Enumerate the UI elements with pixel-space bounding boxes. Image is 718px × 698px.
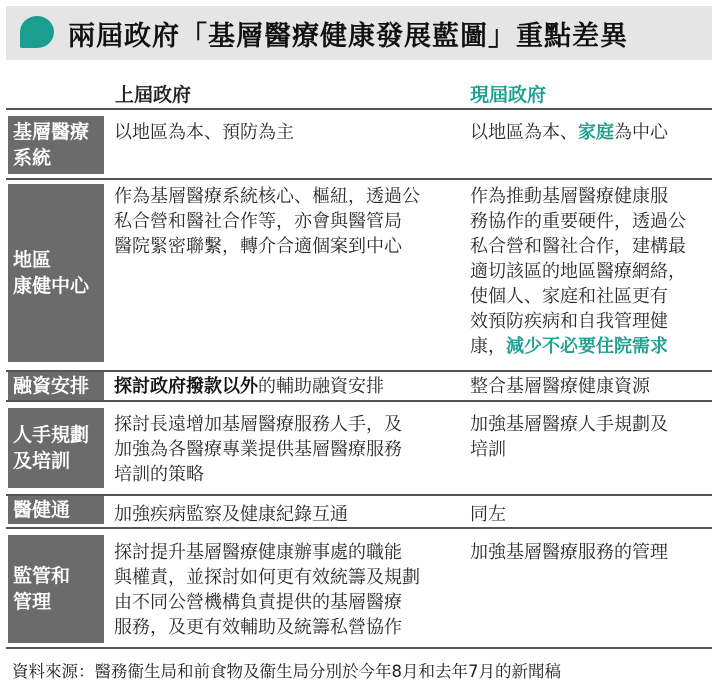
cell-text: 的輔助融資安排 — [258, 376, 384, 397]
cell-line — [114, 540, 420, 565]
cell-line — [470, 234, 686, 259]
row-label — [8, 535, 104, 643]
page-title: 兩屆政府「基層醫療健康發展藍圖」重點差異 — [68, 21, 628, 52]
cell-text: 私合營和醫社合作等，亦會與醫管局 — [114, 211, 402, 232]
cell-text: 康， — [470, 336, 506, 357]
cell-line — [470, 209, 686, 234]
cell-text: 為中心 — [614, 122, 668, 143]
column-header-previous: 上屆政府 — [115, 84, 192, 106]
row-label — [8, 496, 104, 524]
row-label-text: 及培訓 — [13, 450, 71, 472]
row-label-text: 融資安排 — [13, 375, 90, 397]
row-label-text: 管理 — [13, 591, 52, 613]
cell-line — [470, 334, 686, 359]
row-divider — [6, 370, 712, 372]
cell-text: 加強為各醫療專業提供基層醫療服務 — [114, 439, 402, 460]
cell-line — [114, 502, 348, 527]
cell-text: 整合基層醫療健康資源 — [470, 376, 650, 397]
cell-text: 加強疾病監察及健康紀錄互通 — [114, 504, 348, 525]
cell-text: 由不同公營機構負責提供的基層醫療 — [114, 592, 402, 613]
cell-line — [114, 565, 420, 590]
cell-text: 作為基層醫療系統核心、樞紐，透過公 — [114, 186, 420, 207]
cell-line — [470, 374, 650, 399]
cell-line — [114, 412, 402, 437]
cell-line — [470, 412, 668, 437]
cell-text: 加強基層醫療人手規劃及 — [470, 414, 668, 435]
cell-text: 加強基層醫療服務的管理 — [470, 542, 668, 563]
cell-line — [114, 374, 384, 399]
cell-text: 以地區為本、預防為主 — [114, 122, 294, 143]
cell-text: 以地區為本、 — [470, 122, 578, 143]
cell-line — [114, 462, 402, 487]
cell-text: 效預防疾病和自我管理健 — [470, 311, 668, 332]
speech-bubble-icon — [20, 16, 54, 48]
cell-line — [470, 437, 668, 462]
cell-line — [470, 184, 686, 209]
cell-line — [470, 309, 686, 334]
column-header-current: 現屆政府 — [470, 84, 547, 106]
cell-text: 培訓 — [470, 439, 506, 460]
row-label-text: 人手規劃 — [13, 424, 90, 446]
row-divider — [6, 108, 712, 110]
cell-line — [114, 615, 420, 640]
cell-text: 醫院緊密聯繫，轉介合適個案到中心 — [114, 236, 402, 257]
row-label — [8, 408, 104, 488]
cell-text: 減少不必要住院需求 — [506, 336, 668, 357]
cell-previous — [114, 412, 402, 487]
row-divider — [6, 647, 712, 649]
row-label-text: 監管和 — [13, 565, 71, 587]
cell-current — [470, 374, 650, 399]
cell-text: 探討政府撥款以外 — [114, 376, 258, 397]
row-label — [8, 116, 104, 174]
cell-line — [470, 502, 506, 527]
cell-text: 培訓的策略 — [114, 464, 204, 485]
source-note: 資料來源：醫務衞生局和前食物及衞生局分別於今年8月和去年7月的新聞稿 — [12, 662, 561, 681]
row-divider — [6, 494, 712, 496]
cell-previous — [114, 120, 294, 145]
cell-line — [114, 209, 420, 234]
cell-current — [470, 502, 506, 527]
cell-line — [114, 437, 402, 462]
cell-text: 務協作的重要硬件，透過公 — [470, 211, 686, 232]
cell-line — [114, 590, 420, 615]
cell-current — [470, 120, 668, 145]
cell-current — [470, 540, 668, 565]
cell-text: 與權責，並探討如何更有效統籌及規劃 — [114, 567, 420, 588]
cell-line — [470, 284, 686, 309]
cell-line — [114, 184, 420, 209]
cell-text: 服務，及更有效輔助及統籌私營協作 — [114, 617, 402, 638]
title-bar — [6, 6, 712, 60]
cell-previous — [114, 374, 384, 399]
cell-current — [470, 184, 686, 359]
row-label-text: 醫健通 — [13, 499, 71, 521]
cell-text: 適切該區的地區醫療網絡， — [470, 261, 686, 282]
cell-text: 探討長遠增加基層醫療服務人手，及 — [114, 414, 402, 435]
cell-text: 私合營和醫社合作，建構最 — [470, 236, 686, 257]
cell-line — [470, 120, 668, 145]
row-label-text: 康健中心 — [13, 275, 90, 297]
row-divider — [6, 527, 712, 529]
cell-line — [114, 234, 420, 259]
cell-current — [470, 412, 668, 462]
cell-text: 同左 — [470, 504, 506, 525]
cell-previous — [114, 502, 348, 527]
row-divider — [6, 178, 712, 180]
cell-previous — [114, 540, 420, 640]
cell-text: 家庭 — [578, 122, 614, 143]
cell-line — [470, 540, 668, 565]
row-label-text: 系統 — [13, 147, 52, 169]
row-label-text: 基層醫療 — [13, 121, 90, 143]
cell-line — [470, 259, 686, 284]
cell-line — [114, 120, 294, 145]
cell-text: 使個人、家庭和社區更有 — [470, 286, 668, 307]
row-label — [8, 372, 104, 400]
cell-text: 探討提升基層醫療健康辦事處的職能 — [114, 542, 402, 563]
cell-previous — [114, 184, 420, 259]
row-divider — [6, 400, 712, 402]
cell-text: 作為推動基層醫療健康服 — [470, 186, 668, 207]
row-label — [8, 184, 104, 362]
row-label-text: 地區 — [13, 249, 52, 271]
